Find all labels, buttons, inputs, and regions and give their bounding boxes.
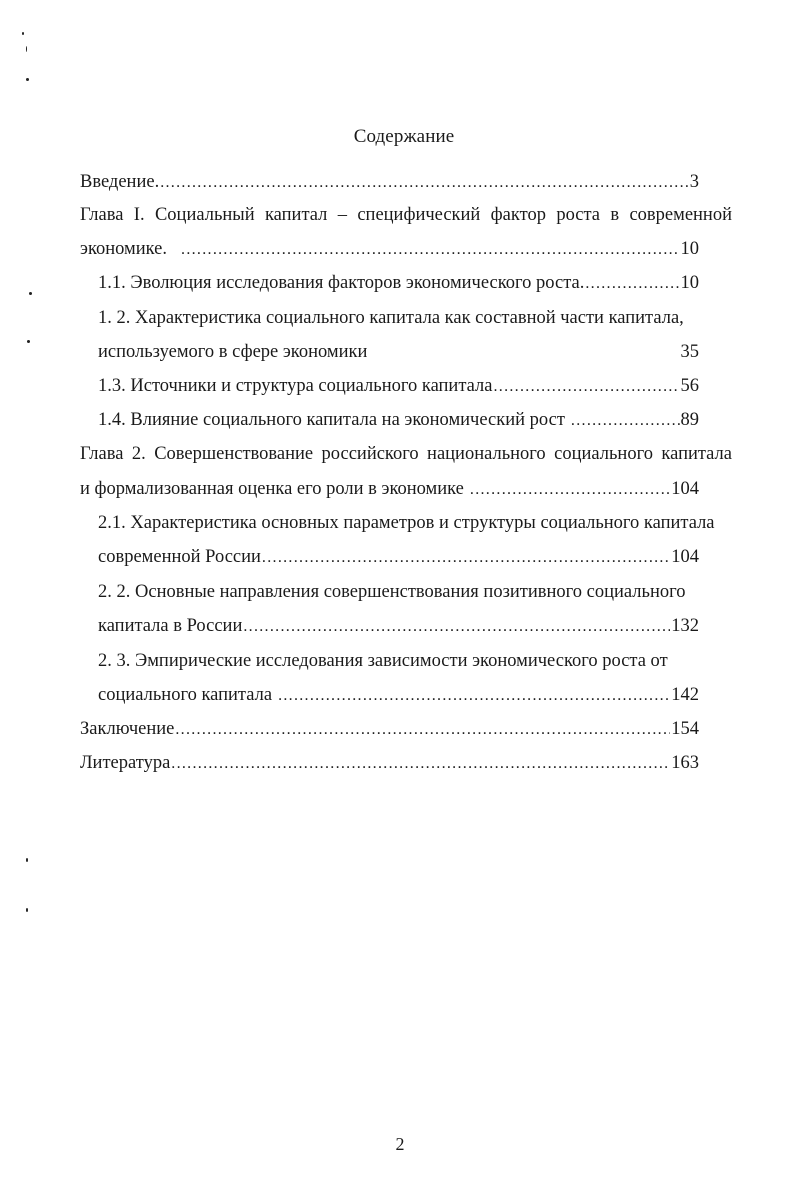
toc-entry-introduction[interactable] — [80, 169, 699, 195]
toc-page-number: 154 — [671, 719, 699, 739]
toc-page-number: 132 — [671, 616, 699, 636]
toc-entry-text: 1.1. Эволюция исследования факторов экономического роста. — [98, 273, 585, 293]
toc-entry-section-2-3-line1[interactable]: 2. 3. Эмпирические исследования зависимости экономического роста от — [98, 651, 668, 671]
toc-entry-text: 1.3. Источники и структура социального капитала — [98, 376, 493, 396]
page-number: 2 — [395, 1134, 405, 1154]
toc-page-number: 104 — [671, 547, 699, 567]
scan-speck — [22, 32, 24, 35]
toc-entry-section-1-1[interactable] — [98, 270, 699, 296]
toc-entry-section-2-3-line2[interactable] — [98, 682, 699, 708]
toc-page-number: 10 — [680, 273, 699, 293]
toc-entry-section-2-1-line1[interactable]: 2.1. Характеристика основных параметров и структуры социального капитала — [98, 513, 715, 533]
toc-entry-text: используемого в сфере экономики — [98, 342, 368, 362]
toc-entry-chapter-2-line1[interactable]: Глава 2. Совершенствование российского национального социального капитала — [80, 444, 732, 464]
leader-dots — [181, 237, 679, 263]
leader-dots — [493, 374, 679, 400]
toc-page-number: 89 — [680, 410, 699, 430]
leader-dots — [243, 614, 670, 640]
toc-entry-section-2-1-line2[interactable] — [98, 544, 699, 570]
toc-page-number: 3 — [689, 172, 699, 192]
toc-page-number: 104 — [671, 479, 699, 499]
scan-speck — [29, 292, 32, 295]
leader-dots — [470, 477, 670, 503]
toc-entry-chapter-1-line1[interactable]: Глава I. Социальный капитал – специфический фактор роста в современной — [80, 205, 732, 225]
toc-entry-text: капитала в России — [98, 616, 243, 636]
leader-dots — [262, 545, 670, 571]
toc-entry-section-2-2-line2[interactable] — [98, 613, 699, 639]
toc-entry-section-1-3[interactable] — [98, 373, 699, 399]
toc-entry-text: 1.4. Влияние социального капитала на экономический рост — [98, 410, 565, 430]
leader-dots — [160, 170, 689, 196]
leader-dots — [278, 683, 670, 709]
toc-entry-text: современной России — [98, 547, 261, 567]
toc-page-number: 163 — [671, 753, 699, 773]
toc-entry-chapter-2-line2[interactable] — [80, 476, 699, 502]
toc-entry-text: Литература — [80, 753, 171, 773]
leader-dots — [585, 271, 679, 297]
toc-entry-section-2-2-line1[interactable]: 2. 2. Основные направления совершенствования позитивного социального — [98, 582, 686, 602]
toc-entry-text: социального капитала — [98, 685, 273, 705]
toc-entry-section-1-2-line2[interactable] — [98, 339, 699, 365]
leader-dots — [171, 751, 670, 777]
scan-speck — [26, 46, 27, 52]
toc-entry-text: Заключение — [80, 719, 175, 739]
toc-entry-conclusion[interactable] — [80, 716, 699, 742]
scan-speck — [26, 908, 28, 912]
toc-page-number: 142 — [671, 685, 699, 705]
toc-entry-text: экономике. — [80, 239, 168, 259]
toc-page-number: 56 — [680, 376, 699, 396]
toc-entry-literature[interactable] — [80, 750, 699, 776]
toc-page-number: 10 — [680, 239, 699, 259]
leader-dots — [571, 408, 680, 434]
toc-entry-text: Введение. — [80, 172, 160, 192]
scan-speck — [26, 858, 28, 862]
scan-speck — [27, 340, 30, 343]
toc-entry-section-1-4[interactable] — [98, 407, 699, 433]
toc-entry-text: и формализованная оценка его роли в экономике — [80, 479, 464, 499]
toc-page-number: 35 — [680, 342, 699, 362]
toc-entry-chapter-1-line2[interactable] — [80, 236, 699, 262]
toc-entry-section-1-2-line1[interactable]: 1. 2. Характеристика социального капитала как составной части капитала, — [98, 308, 684, 328]
scan-speck — [26, 78, 29, 81]
leader-dots — [175, 717, 670, 743]
page-title: Содержание — [353, 126, 455, 147]
